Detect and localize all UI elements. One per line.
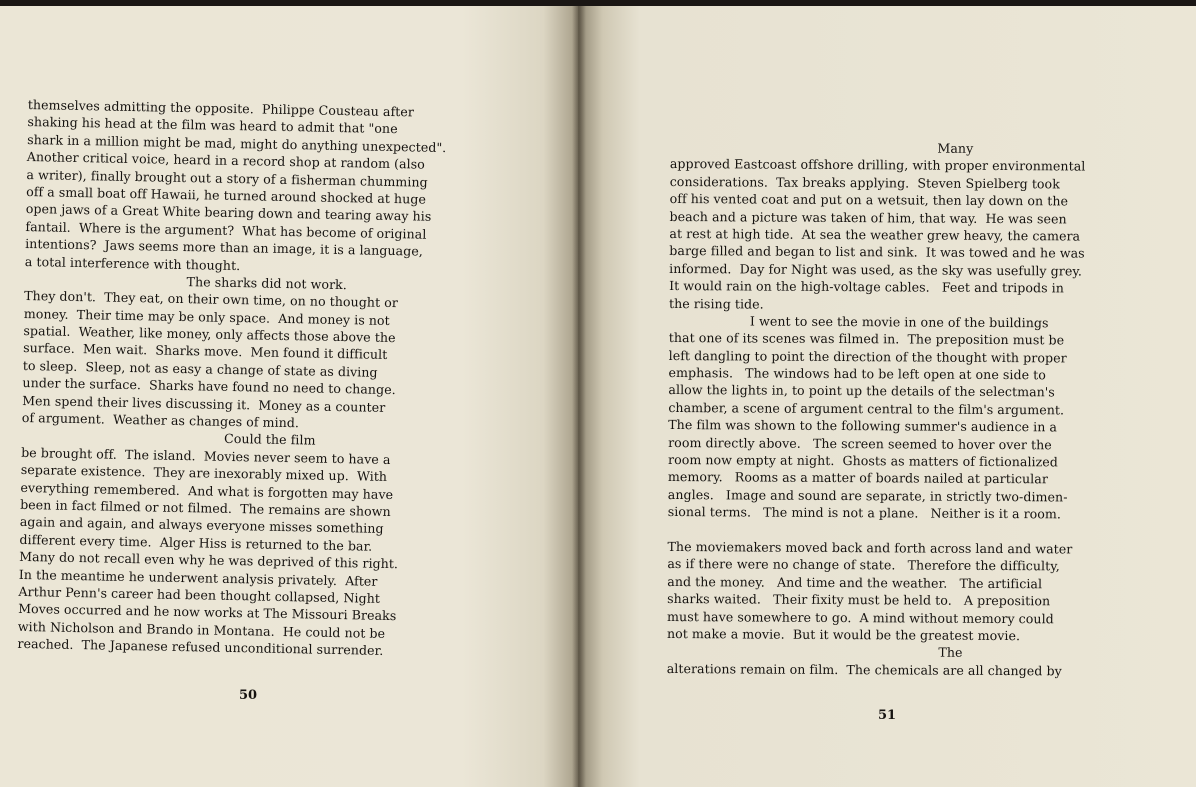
text-line: Men spend their lives discussing it. Money as a counter [22,392,386,415]
text-line: separate existence. They are inexorably mixed up. With [20,462,388,485]
book-gutter [572,6,586,787]
left-page [0,6,578,787]
text-line: room directly above. The screen seemed to hover over the [668,434,1052,452]
text-line: under the surface. Sharks have found no need to change. [22,375,396,398]
text-line: that one of its scenes was filmed in. The preposition must be [668,330,1065,348]
text-line: spatial. Weather, like money, only affects those above the [23,323,396,346]
text-line: and the money. And time and the weather. The artificial [667,573,1043,592]
right-page-text [667,138,1086,680]
text-line: with Nicholson and Brando in Montana. He could not be [17,618,386,641]
text-line: reached. The Japanese refused unconditional surrender. [17,636,384,659]
left-page-number: 50 [239,688,258,703]
left-page-text [17,96,447,660]
text-line: The film was shown to the following summer's audience in a [668,417,1058,435]
text-line: Could the film [21,427,316,449]
text-line: It would rain on the high-voltage cables. Feet and tripods in [669,278,1064,296]
right-page-number: 51 [878,708,897,723]
text-line: The sharks did not work. [24,270,348,293]
text-line: Moves occurred and he now works at The Missouri Breaks [18,601,397,624]
text-line: informed. Day for Night was used, as the sky was usefully grey. [669,260,1082,279]
text-line: memory. Rooms as a matter of boards nailed at particular [667,469,1048,487]
text-line: beach and a picture was taken of him, that way. He was seen [669,208,1067,226]
right-page [578,6,1196,787]
text-line: as if there were no change of state. Therefore the difficulty, [667,556,1060,574]
text-line: I went to see the movie in one of the buildings [668,312,1049,331]
text-line: money. Their time may be only space. And money is not [23,305,390,328]
text-line: Many do not recall even why he was deprived of this right. [19,549,399,572]
text-line: off his vented coat and put on a wetsuit, then lay down on the [669,191,1069,209]
text-line: open jaws of a Great White bearing down and tearing away his [25,201,432,225]
text-line: a total interference with thought. [24,253,241,273]
text-line: chamber, a scene of argument central to the film's argument. [668,399,1065,418]
text-line: barge filled and began to list and sink. It was towed and he was [669,243,1085,261]
text-line: the rising tide. [668,295,764,312]
text-line: must have somewhere to go. A mind without memory could [667,608,1054,626]
text-line: themselves admitting the opposite. Philippe Cousteau after [27,96,415,120]
text-line: not make a movie. But it would be the greatest movie. [666,625,1021,644]
text-line: of argument. Weather as changes of mind. [21,409,300,431]
text-line: be brought off. The island. Movies never seem to have a [21,444,391,467]
text-line: different every time. Alger Hiss is returned to the bar. [19,531,373,554]
text-line: Many [669,138,974,156]
text-line: The [666,643,963,661]
text-line: allow the lights in, to point up the details of the selectman's [668,382,1055,400]
text-line: a writer), finally brought out a story of a fisherman chumming [26,166,428,190]
text-line: left dangling to point the direction of the thought with proper [668,347,1067,366]
text-line: at rest at high tide. At sea the weather grew heavy, the camera [669,225,1081,244]
text-line: considerations. Tax breaks applying. Steven Spielberg took [669,173,1060,192]
text-line: fantail. Where is the argument? What has become of original [25,218,427,242]
text-line: room now empty at night. Ghosts as matters of fictionalized [667,452,1058,470]
text-line: They don't. They eat, on their own time, on no thought or [24,288,399,311]
text-line: emphasis. The windows had to be left open at one side to [668,365,1046,383]
text-line: Arthur Penn's career had been thought collapsed, Night [18,583,381,606]
text-line: shark in a million might be mad, might do anything unexpected". [27,131,447,155]
text-line: intentions? Jaws seems more than an image, it is a language, [25,236,424,259]
text-line: The moviemakers moved back and forth across land and water [667,538,1073,557]
text-line: In the meantime he underwent analysis privately. After [18,566,378,589]
text-line: Another critical voice, heard in a record shop at random (also [26,149,425,172]
text-line: approved Eastcoast offshore drilling, with proper environmental [669,156,1086,174]
text-line: again and again, and always everyone misses something [19,514,384,537]
text-line: sharks waited. Their fixity must be held to. A preposition [667,591,1051,609]
text-line: angles. Image and sound are separate, in strictly two-dimen- [667,486,1068,505]
text-line: everything remembered. And what is forgotten may have [20,479,394,502]
text-line: surface. Men wait. Sharks move. Men found it difficult [23,340,388,363]
text-line: shaking his head at the film was heard to admit that "one [27,114,398,137]
text-line: off a small boat off Hawaii, he turned around shocked at huge [26,183,427,207]
text-line: alterations remain on film. The chemicals are all changed by [666,660,1062,679]
text-line: sional terms. The mind is not a plane. Neither is it a room. [667,504,1062,522]
text-line: been in fact filmed or not filmed. The remains are shown [20,496,391,520]
text-line: to sleep. Sleep, not as easy a change of state as diving [22,357,378,380]
